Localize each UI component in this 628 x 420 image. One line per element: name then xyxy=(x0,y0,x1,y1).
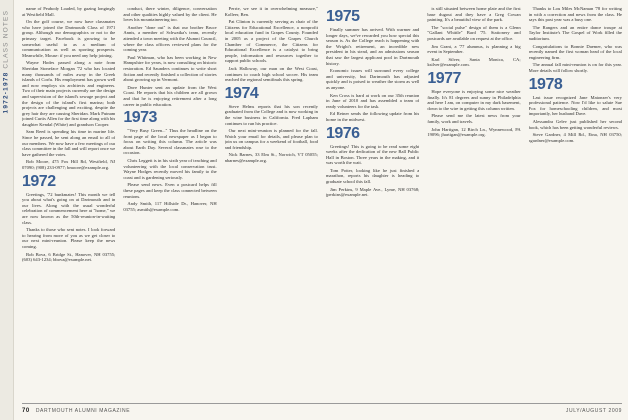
side-label-years: 1972-1978 xyxy=(2,71,10,114)
note-paragraph: Ken Cross is hard at work on our 35th reunion in June of 2010 and has assembled a team of ready volunteers for the task. xyxy=(325,92,420,109)
note-paragraph: Thanks to Lou Miles McNaman '78 for writing in with a correction and news from the class. He says this past year was a busy one. xyxy=(528,6,622,23)
column xyxy=(123,6,216,404)
class-year-heading: 1977 xyxy=(427,69,461,87)
note-paragraph: "Very Busy Green..." Thus the headline on the front page of the local newspaper as I began to focus on writing this column. The article was about Earth Day. Several classmates rose to the occasion. xyxy=(123,128,217,156)
note-paragraph: Steve Helms reports that his son recently graduated from the College and is now working in the wine business in California. Fred Lapham continues to run his practice. xyxy=(224,103,318,126)
note-paragraph: Sam Reed is spending his time in marine life. Since he passed, he sent along an email to all of our members. We now have a few meetings of our class committee in the fall and will report once we have gathered the votes. xyxy=(22,129,116,157)
note-paragraph: Hope everyone is enjoying some nice weather finally. It's 81 degrees and sunny in Philadelphia and here I am, on computer in my dark basement, down to the wire in getting this column written. xyxy=(427,88,521,111)
side-tab xyxy=(0,0,14,420)
note-paragraph: Dave Hunter sent an update from the West Coast. He reports that his children are all grown and that he is enjoying retirement after a long career in public education. xyxy=(123,84,217,107)
column xyxy=(225,6,318,404)
publication-name: DARTMOUTH ALUMNI MAGAZINE xyxy=(35,408,131,414)
note-paragraph: Please send news. Even a postcard helps fill these pages and keep the class connected between reunions. xyxy=(123,182,217,199)
note-paragraph: Another "done out" is that our brother Bruce Annis, a member of Schwatka's team, recently attended a town meeting with the Alumni Council, where the class officers reviewed plans for the coming year. xyxy=(123,24,217,53)
note-paragraph: Alessandra Gelev just published her second book, which has been getting wonderful reviews. xyxy=(528,118,622,130)
class-year-heading: 1973 xyxy=(123,109,157,127)
page-footer xyxy=(22,403,622,416)
note-paragraph: Steve Gardner, 4 Mill Rd., Etna, NH 03750; sgardner@example.com. xyxy=(528,132,622,143)
note-paragraph: Bob Bova, 6 Bridge St., Hanover, NH 03755; (603) 643-1234; bbova@example.net. xyxy=(22,251,116,263)
page-number: 70 xyxy=(22,408,30,414)
side-label xyxy=(2,9,10,114)
note-paragraph: Jim Perkins, 9 Maple Ave., Lyme, NH 03768; jperkins@example.net. xyxy=(325,186,420,198)
note-paragraph: John Hartigan, 12 Birch Ln., Wynnewood, PA 19096; jhartigan@example.org. xyxy=(427,126,521,138)
note-paragraph: Nick Barnes, 33 Elm St., Norwich, VT 05055; nbarnes@example.org. xyxy=(224,152,318,164)
class-year-heading: 1976 xyxy=(325,124,360,142)
note-paragraph: Greetings! This is going to be read some eight weeks after the dedication of the new Ball Public Hall in Boston. Three years in the making, and it was worth the wait. xyxy=(325,143,420,166)
class-year-heading: 1975 xyxy=(325,8,360,25)
column xyxy=(427,6,520,404)
note-paragraph: Wayne Hodes passed along a note from Sheridan Stoneface Morgan '72 who has located many thousands of miles away in the Greek islands of Corfu. His employment has grown well and now employs six architects and engineers. Two of their main projects currently are the design and supervision of the island's sewage project and the design of the island's first marina; both projects are challenging and exciting, despite the grey hair they are causing Sheridan. Mark Putnam joined Curtis Allen for the first time along with his daughter Kendal (White) and grandson Cooper. xyxy=(22,60,116,127)
note-paragraph: Andy Smith, 117 Hillside Dr., Hanover, NH 03755; asmith@example.com. xyxy=(123,201,217,212)
note-paragraph: Chris Leggett is in his sixth year of teaching and volunteering with the local conservation trust. Wayne Hodges recently moved his family to the coast and is gardening seriously. xyxy=(123,158,217,180)
class-year-heading: 1978 xyxy=(528,75,563,93)
note-paragraph: Economic issues will surround every college and university, but Dartmouth has adjusted quickly and is poised to weather the storm as well as anyone. xyxy=(325,68,420,90)
note-paragraph: Jack Halloway, our man on the West Coast, continues to coach high school soccer. His team reached the regional semifinals this spring. xyxy=(224,65,318,83)
note-paragraph: Congratulations to Bonnie Daemer, who was recently named the first woman head of the local engineering firm. xyxy=(528,43,622,60)
note-paragraph: Last issue recognized Jane Matonzer's very professional patience. Now I'd like to salute Sue Fox for homeschooling children, and most importantly, her husband Dave. xyxy=(528,94,622,117)
note-paragraph: Perrie, we see it in overwhelming measure," Kolleer, Ben. xyxy=(224,6,318,17)
note-paragraph: The annual fall mini-reunion is on for this year. More details will follow shortly. xyxy=(528,62,622,73)
note-paragraph: The "social pulse" design of them is a Glenn "Gallant Whittle" Bard '75. Stationery and postcards are available on request at the office. xyxy=(427,24,521,41)
class-notes-columns xyxy=(22,6,622,404)
note-paragraph: Thanks to those who sent notes. I look forward to hearing from more of you as we get closer to our next mini-reunion. Please keep the news coming. xyxy=(22,227,116,249)
note-paragraph: On the golf course, we now have classmates who have joined the Dartmouth Class of 1971 group. Although our demographics or not to the primary target. Facebook is growing to be somewhat useful to as a medium of communication as well as sporting prospects. Meanwhile, Mouse: if you need any help joining. xyxy=(22,19,116,58)
note-paragraph: Karl Silver, Santa Monica, CA; ksilver@example.com. xyxy=(427,56,521,68)
class-year-heading: 1974 xyxy=(224,84,259,102)
issue-date: JULY/AUGUST 2009 xyxy=(565,408,622,414)
note-paragraph: is still situated between home plate and the first base dugout and they have a Greg Cowan painting. It's a beautiful view of the park. xyxy=(427,6,521,23)
column xyxy=(529,6,622,404)
note-paragraph: Pat Clinton is currently serving as chair of the Citizens for Educational Excellence, a nonprofit local education fund in Grapes County. Founded in 2005 as a project of the Grapes Church Chamber of Commerce, the Citizens for Educational Excellence is a catalyst to bring people, information and resources together to support public schools. xyxy=(224,19,318,64)
note-paragraph: Bob Moore, 475 Fox Hill Rd, Westfield, NJ 07090; (908) 233-0977; bmoore@example.org. xyxy=(22,159,116,171)
note-paragraph: Jim Grant, a '77 alumnus, is planning a big event in September. xyxy=(427,43,521,55)
side-label-section: CLASS NOTES xyxy=(2,9,10,69)
note-paragraph: The Rangers and an entire dance troupe at Taylor Institute's The Gospel of Work filled the auditorium. xyxy=(528,24,622,41)
column xyxy=(22,6,115,404)
note-paragraph: Finally summer has arrived. With warmer and longer days, we've rewarded you how special this season is. As the College reach is happening with the Wright's retirement, an incredible new president in his stead, and an admissions season that saw the largest applicant pool in Dartmouth history. xyxy=(325,27,420,66)
note-paragraph: Ed Reiner sends the following update from his home in the midwest. xyxy=(325,111,420,122)
note-paragraph: name of Peabody Loaded, by gazing longingly at Westfield Mall. xyxy=(22,6,116,17)
note-paragraph: Please send me the latest news from your family, work and travels. xyxy=(427,113,521,124)
note-paragraph: Greetings, '72 bunkmates! This month we tell you about what's going on at Dartmouth and in our lives. Along with the usual wonderful celebration of commencement here at "home," we are now known as the 50th-reunion-in-waiting class. xyxy=(22,191,116,225)
column xyxy=(326,6,419,404)
note-paragraph: conduct, there winter, diligence, conversation and other qualities highly valued by the client. He loves his mountaineering too. xyxy=(123,6,217,23)
note-paragraph: Paul Whitman, who has been working in New Hampshire for years, is now consulting on historic restoration. Ed Saunders continues to write short fiction and recently finished a collection of stories about growing up in Vermont. xyxy=(123,54,217,83)
note-paragraph: Our next mini-reunion is planned for the fall. Watch your email for details, and please plan to join us on campus for a weekend of football, food and friendship. xyxy=(224,128,318,150)
note-paragraph: Tom Potter, looking like he just finished a marathon, reports his daughter is heading to graduate school this fall. xyxy=(325,167,420,185)
class-year-heading: 1972 xyxy=(22,172,56,190)
